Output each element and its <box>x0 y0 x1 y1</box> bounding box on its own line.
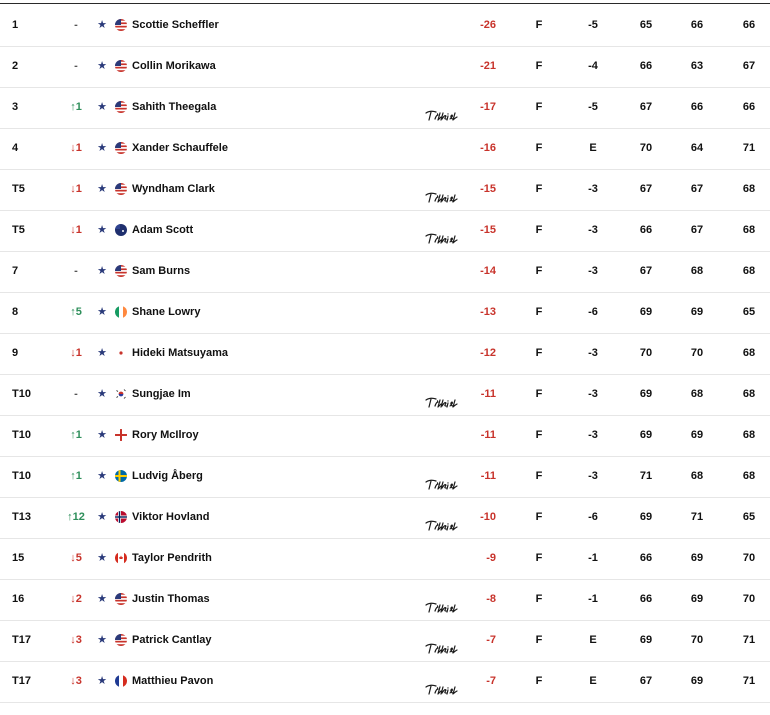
round-2-score: 66 <box>690 101 704 113</box>
today-score: -5 <box>588 101 598 113</box>
position: T13 <box>12 511 31 523</box>
round-2-score: 66 <box>690 19 704 31</box>
star-icon[interactable]: ★ <box>97 634 107 646</box>
round-1-score: 67 <box>639 265 653 277</box>
norway-flag-icon <box>115 511 127 523</box>
round-3-score: 68 <box>742 470 756 482</box>
thru: F <box>535 388 543 400</box>
star-icon[interactable]: ★ <box>97 101 107 113</box>
titleist-logo-icon <box>424 510 460 524</box>
today-score: -5 <box>588 19 598 31</box>
total-score: -11 <box>480 429 496 441</box>
position-movement: ↑1 <box>70 429 82 441</box>
player-name[interactable]: Taylor Pendrith <box>132 552 212 564</box>
total-score: -13 <box>480 306 496 318</box>
today-score: -3 <box>588 429 598 441</box>
round-2-score: 64 <box>690 142 704 154</box>
position-movement: ↓3 <box>70 634 82 646</box>
round-1-score: 66 <box>639 593 653 605</box>
round-2-score: 68 <box>690 265 704 277</box>
round-2-score: 69 <box>690 429 704 441</box>
position-movement: ↑5 <box>70 306 82 318</box>
table-row[interactable] <box>0 497 770 539</box>
round-1-score: 69 <box>639 388 653 400</box>
total-score: -9 <box>486 552 496 564</box>
round-1-score: 69 <box>639 634 653 646</box>
star-icon[interactable]: ★ <box>97 429 107 441</box>
star-icon[interactable]: ★ <box>97 593 107 605</box>
round-3-score: 66 <box>742 101 756 113</box>
table-row[interactable] <box>0 333 770 375</box>
today-score: -3 <box>588 388 598 400</box>
total-score: -21 <box>480 60 496 72</box>
player-name[interactable]: Sahith Theegala <box>132 101 217 113</box>
round-2-score: 69 <box>690 593 704 605</box>
total-score: -11 <box>480 388 496 400</box>
france-flag-icon <box>115 675 127 687</box>
position: T5 <box>12 224 25 236</box>
position-movement: ↓1 <box>70 183 82 195</box>
round-2-score: 68 <box>690 388 704 400</box>
round-2-score: 71 <box>690 511 704 523</box>
today-score: -4 <box>588 60 598 72</box>
total-score: -10 <box>480 511 496 523</box>
position: 2 <box>12 60 19 72</box>
round-3-score: 68 <box>742 183 756 195</box>
thru: F <box>535 101 543 113</box>
player-name[interactable]: Collin Morikawa <box>132 60 216 72</box>
star-icon[interactable]: ★ <box>97 142 107 154</box>
star-icon[interactable]: ★ <box>97 470 107 482</box>
round-3-score: 65 <box>742 511 756 523</box>
position: 3 <box>12 101 19 113</box>
total-score: -17 <box>480 101 496 113</box>
usa-flag-icon <box>115 19 127 31</box>
position: 7 <box>12 265 19 277</box>
position: T17 <box>12 675 31 687</box>
table-row[interactable] <box>0 415 770 457</box>
total-score: -7 <box>486 675 496 687</box>
position-movement: ↓3 <box>70 675 82 687</box>
star-icon[interactable]: ★ <box>97 306 107 318</box>
titleist-logo-icon <box>424 633 460 647</box>
table-row[interactable] <box>0 46 770 88</box>
position-movement: ↓1 <box>70 347 82 359</box>
position: T10 <box>12 470 31 482</box>
position-movement: - <box>74 60 78 72</box>
round-3-score: 68 <box>742 347 756 359</box>
thru: F <box>535 470 543 482</box>
today-score: -6 <box>588 306 598 318</box>
round-3-score: 71 <box>742 142 756 154</box>
usa-flag-icon <box>115 101 127 113</box>
today-score: -1 <box>588 593 598 605</box>
player-name[interactable]: Matthieu Pavon <box>132 675 214 687</box>
player-name[interactable]: Adam Scott <box>132 224 194 236</box>
player-name[interactable]: Justin Thomas <box>132 593 210 605</box>
round-3-score: 67 <box>742 60 756 72</box>
titleist-logo-icon <box>424 592 460 606</box>
today-score: -3 <box>588 470 598 482</box>
usa-flag-icon <box>115 593 127 605</box>
round-2-score: 63 <box>690 60 704 72</box>
today-score: -1 <box>588 552 598 564</box>
position-movement: ↓2 <box>70 593 82 605</box>
round-1-score: 71 <box>639 470 653 482</box>
usa-flag-icon <box>115 265 127 277</box>
player-name[interactable]: Wyndham Clark <box>132 183 215 195</box>
position: 4 <box>12 142 19 154</box>
star-icon[interactable]: ★ <box>97 347 107 359</box>
round-3-score: 68 <box>742 265 756 277</box>
player-name[interactable]: Patrick Cantlay <box>132 634 212 646</box>
titleist-logo-icon <box>424 469 460 483</box>
position: T17 <box>12 634 31 646</box>
round-1-score: 67 <box>639 183 653 195</box>
total-score: -15 <box>480 183 496 195</box>
usa-flag-icon <box>115 183 127 195</box>
round-2-score: 68 <box>690 470 704 482</box>
position-movement: ↑1 <box>70 101 82 113</box>
table-row[interactable] <box>0 620 770 662</box>
round-2-score: 67 <box>690 224 704 236</box>
usa-flag-icon <box>115 60 127 72</box>
total-score: -11 <box>480 470 496 482</box>
round-3-score: 65 <box>742 306 756 318</box>
position-movement: - <box>74 19 78 31</box>
table-row[interactable] <box>0 456 770 498</box>
star-icon[interactable]: ★ <box>97 60 107 72</box>
table-row[interactable] <box>0 579 770 621</box>
player-name[interactable]: Sungjae Im <box>132 388 191 400</box>
japan-flag-icon <box>115 347 127 359</box>
thru: F <box>535 306 543 318</box>
thru: F <box>535 183 543 195</box>
titleist-logo-icon <box>424 674 460 688</box>
total-score: -26 <box>480 19 496 31</box>
titleist-logo-icon <box>424 223 460 237</box>
round-1-score: 69 <box>639 429 653 441</box>
total-score: -7 <box>486 634 496 646</box>
total-score: -14 <box>480 265 496 277</box>
round-3-score: 68 <box>742 224 756 236</box>
position: T10 <box>12 388 31 400</box>
today-score: -3 <box>588 224 598 236</box>
table-row[interactable] <box>0 210 770 252</box>
table-row[interactable] <box>0 169 770 211</box>
total-score: -15 <box>480 224 496 236</box>
today-score: E <box>589 142 597 154</box>
total-score: -8 <box>486 593 496 605</box>
position-movement: ↓5 <box>70 552 82 564</box>
star-icon[interactable]: ★ <box>97 388 107 400</box>
round-1-score: 66 <box>639 224 653 236</box>
position-movement: - <box>74 388 78 400</box>
player-name[interactable]: Scottie Scheffler <box>132 19 219 31</box>
round-3-score: 70 <box>742 552 756 564</box>
round-1-score: 70 <box>639 142 653 154</box>
star-icon[interactable]: ★ <box>97 19 107 31</box>
player-name[interactable]: Shane Lowry <box>132 306 201 318</box>
star-icon[interactable]: ★ <box>97 224 107 236</box>
position-movement: ↑1 <box>70 470 82 482</box>
header-divider <box>0 3 770 4</box>
round-3-score: 71 <box>742 634 756 646</box>
round-3-score: 70 <box>742 593 756 605</box>
australia-flag-icon <box>115 224 127 236</box>
thru: F <box>535 142 543 154</box>
player-name[interactable]: Rory McIlroy <box>132 429 199 441</box>
round-1-score: 65 <box>639 19 653 31</box>
thru: F <box>535 634 543 646</box>
star-icon[interactable]: ★ <box>97 183 107 195</box>
thru: F <box>535 265 543 277</box>
round-1-score: 70 <box>639 347 653 359</box>
player-name[interactable]: Xander Schauffele <box>132 142 228 154</box>
position: 8 <box>12 306 19 318</box>
table-row[interactable] <box>0 292 770 334</box>
table-row[interactable] <box>0 5 770 47</box>
position: 9 <box>12 347 19 359</box>
position: 15 <box>12 552 25 564</box>
position-movement: - <box>74 265 78 277</box>
titleist-logo-icon <box>424 387 460 401</box>
star-icon[interactable]: ★ <box>97 552 107 564</box>
thru: F <box>535 552 543 564</box>
today-score: E <box>589 634 597 646</box>
round-1-score: 69 <box>639 511 653 523</box>
total-score: -16 <box>480 142 496 154</box>
round-3-score: 68 <box>742 388 756 400</box>
star-icon[interactable]: ★ <box>97 265 107 277</box>
position-movement: ↓1 <box>70 224 82 236</box>
round-2-score: 67 <box>690 183 704 195</box>
korea-flag-icon <box>115 388 127 400</box>
round-2-score: 70 <box>690 634 704 646</box>
thru: F <box>535 347 543 359</box>
thru: F <box>535 593 543 605</box>
star-icon[interactable]: ★ <box>97 675 107 687</box>
sweden-flag-icon <box>115 470 127 482</box>
player-name[interactable]: Sam Burns <box>132 265 191 277</box>
thru: F <box>535 429 543 441</box>
round-1-score: 66 <box>639 552 653 564</box>
northern-ireland-flag-icon <box>115 429 127 441</box>
titleist-logo-icon <box>424 182 460 196</box>
titleist-logo-icon <box>424 100 460 114</box>
total-score: -12 <box>480 347 496 359</box>
today-score: E <box>589 675 597 687</box>
today-score: -3 <box>588 347 598 359</box>
player-name[interactable]: Hideki Matsuyama <box>132 347 228 359</box>
round-3-score: 71 <box>742 675 756 687</box>
table-row[interactable] <box>0 87 770 129</box>
today-score: -6 <box>588 511 598 523</box>
table-row[interactable] <box>0 374 770 416</box>
round-1-score: 69 <box>639 306 653 318</box>
player-name[interactable]: Viktor Hovland <box>132 511 210 523</box>
round-2-score: 69 <box>690 306 704 318</box>
thru: F <box>535 224 543 236</box>
usa-flag-icon <box>115 142 127 154</box>
table-row[interactable] <box>0 128 770 170</box>
round-1-score: 67 <box>639 101 653 113</box>
table-row[interactable] <box>0 251 770 293</box>
thru: F <box>535 511 543 523</box>
today-score: -3 <box>588 265 598 277</box>
round-3-score: 68 <box>742 429 756 441</box>
thru: F <box>535 60 543 72</box>
today-score: -3 <box>588 183 598 195</box>
position-movement: ↑12 <box>67 511 85 523</box>
usa-flag-icon <box>115 634 127 646</box>
ireland-flag-icon <box>115 306 127 318</box>
round-2-score: 69 <box>690 552 704 564</box>
position: 1 <box>12 19 19 31</box>
position: T5 <box>12 183 25 195</box>
round-2-score: 70 <box>690 347 704 359</box>
position: 16 <box>12 593 25 605</box>
position: T10 <box>12 429 31 441</box>
table-row[interactable] <box>0 538 770 580</box>
round-3-score: 66 <box>742 19 756 31</box>
table-row[interactable] <box>0 661 770 703</box>
player-name[interactable]: Ludvig Åberg <box>132 470 203 482</box>
canada-flag-icon <box>115 552 127 564</box>
position-movement: ↓1 <box>70 142 82 154</box>
star-icon[interactable]: ★ <box>97 511 107 523</box>
round-1-score: 66 <box>639 60 653 72</box>
thru: F <box>535 675 543 687</box>
thru: F <box>535 19 543 31</box>
round-1-score: 67 <box>639 675 653 687</box>
round-2-score: 69 <box>690 675 704 687</box>
